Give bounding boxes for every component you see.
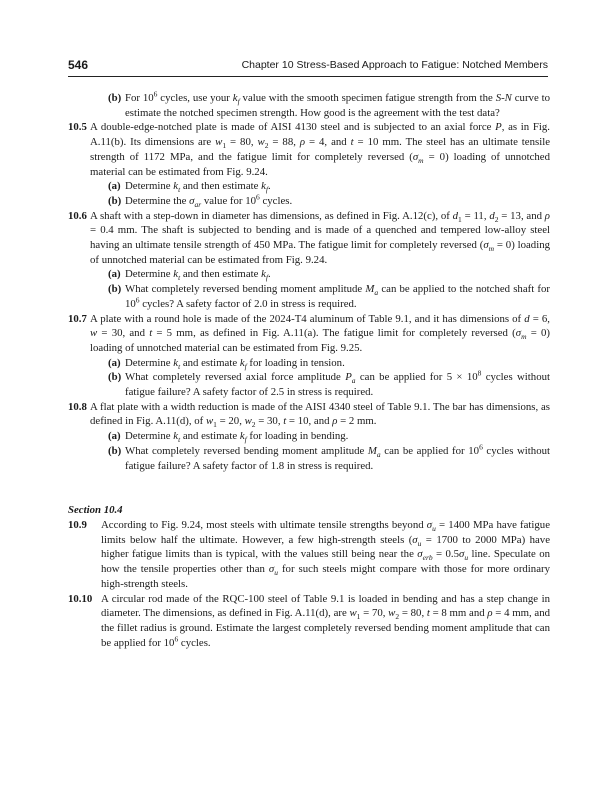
problem-10-5: 10.5 A double-edge-notched plate is made of AISI 4130 steel and is subjected to an axial force P, as in Fig. A.11(b). Its dimensions are $w_1 = 80$, $w_2 = 88$, ρ = 4, and t = 10 mm. The steel has an ultimate tensile strength of 1172 MPa, and the fatigue limit for completely reversed $(\sigma_m = 0)$ loading of unnotched material can be estimated from Fig. 9.24. bbox=[68, 121, 550, 178]
running-header bbox=[68, 58, 548, 77]
problem-10-6-part-a: (a) Determine $k_t$ and then estimate $k_f$. bbox=[108, 268, 271, 283]
problem-10-6-part-b: (b) What completely reversed bending moment amplitude $M_a$ can be applied to the notched shaft for $10^6$ cycles? A safety factor of 2.0 in stress is required. bbox=[108, 283, 550, 310]
problem-10-5-part-a: (a) Determine $k_t$ and then estimate $k_f$. bbox=[108, 180, 271, 195]
problem-number: 10.8 bbox=[68, 400, 87, 413]
problem-10-4-part-b: (b) For $10^6$ cycles, use your $k_f$ value with the smooth specimen fatigue strength from the S-N curve to estimate the notched specimen strength. How good is the agreement with the test data? bbox=[108, 89, 551, 119]
problem-number: 10.7 bbox=[68, 312, 87, 325]
page-number: 546 bbox=[68, 58, 89, 72]
problem-10-7-part-a: (a) Determine $k_t$ and estimate $k_f$ for loading in tension. bbox=[108, 356, 345, 371]
part-label: (a) bbox=[108, 356, 121, 369]
part-label: (b) bbox=[108, 444, 122, 457]
problem-number: 10.5 bbox=[68, 121, 87, 134]
section-heading: Section 10.4 bbox=[68, 504, 123, 517]
part-label: (a) bbox=[108, 268, 121, 281]
problem-number: 10.6 bbox=[68, 209, 87, 222]
problem-number: 10.9 bbox=[68, 518, 87, 531]
problem-10-8-part-a: (a) Determine $k_t$ and estimate $k_f$ for loading in bending. bbox=[108, 430, 349, 445]
problem-10-6: 10.6 A shaft with a step-down in diameter has dimensions, as defined in Fig. A.12(c), of $d_1 = 11$, $d_2 = 13$, and ρ = 0.4 mm. The shaft is subjected to bending and is made of a quenched and tempered low-alloy steel having an ultimate tensile strength of 450 MPa. The fatigue limit for completely reversed $(\sigma_m = 0)$ loading of unnotched material can be estimated from Fig. 9.24. bbox=[68, 209, 550, 266]
problem-10-7-part-b: (b) What completely reversed axial force amplitude $P_a$ can be applied for $5 \times 10^8$ cycles without fatigue failure? A safety factor of 2.5 in stress is required. bbox=[108, 368, 550, 399]
problem-10-5-part-b: (b) Determine the $\sigma_{ar}$ value for $10^6$ cycles. bbox=[108, 192, 293, 210]
problem-10-8: 10.8 A flat plate with a width reduction is made of the AISI 4340 steel of Table 9.1. The bar has dimensions, as defined in Fig. A.11(d), of $w_1 = 20$, $w_2 = 30$, t = 10, and ρ = 2 mm. bbox=[68, 400, 550, 430]
part-label: (a) bbox=[108, 430, 121, 443]
part-label: (b) bbox=[108, 194, 122, 207]
problem-10-10: 10.10 A circular rod made of the RQC-100 steel of Table 9.1 is loaded in bending and has a step change in diameter. The dimensions, as defined in Fig. A.11(d), are $w_1 = 70$, $w_2 = 80$, t = 8 mm and ρ = 4 mm, and the fillet radius is ground. Estimate the largest completely reversed bending moment amplitude that can be applied for $10^6$ cycles. bbox=[68, 592, 550, 649]
problem-number: 10.10 bbox=[68, 592, 93, 605]
problem-10-7: 10.7 A plate with a round hole is made of the 2024-T4 aluminum of Table 9.1, and it has dimensions of d = 6, w = 30, and t = 5 mm, as defined in Fig. A.11(a). The fatigue limit for completely reversed $(\sigma_m = 0)$ loading of unnotched material can be estimated from Fig. 9.25. bbox=[68, 312, 550, 354]
part-label: (b) bbox=[108, 92, 122, 104]
part-label: (a) bbox=[108, 180, 121, 193]
page-body bbox=[68, 91, 550, 650]
problem-10-9: 10.9 According to Fig. 9.24, most steels with ultimate tensile strengths beyond $\sigma_u = 1400$ MPa have fatigue limits below half the ultimate. However, a few high-strength steels ($\sigma_u = 1700$ to 2000 MPa) have higher fatigue limits than is typical, with the values still being near the $\sigma_{erb} = 0.5\sigma_u$ line. Speculate on how the tensile properties other than $\sigma_u$ for such steels might compare with those for more ordinary high-strength steels. bbox=[68, 518, 550, 590]
problem-10-8-part-b: (b) What completely reversed bending moment amplitude $M_a$ can be applied for $10^6$ cycles without fatigue failure? A safety factor of 1.8 in stress is required. bbox=[108, 442, 550, 472]
part-label: (b) bbox=[108, 283, 122, 296]
chapter-title: Chapter 10 Stress-Based Approach to Fatigue: Notched Members bbox=[241, 59, 548, 71]
part-label: (b) bbox=[108, 371, 122, 384]
